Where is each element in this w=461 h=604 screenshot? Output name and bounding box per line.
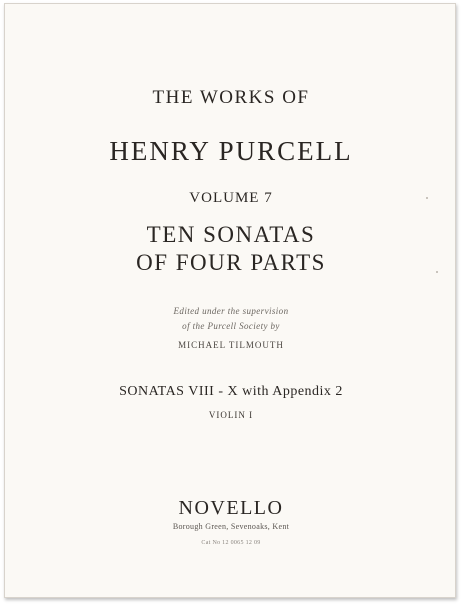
paper-speck [436,271,438,273]
editor-name: MICHAEL TILMOUTH [178,340,284,350]
publisher-address: Borough Green, Sevenoaks, Kent [172,522,290,531]
instrument-part: VIOLIN I [208,410,254,420]
contents-line: SONATAS VIII - X with Appendix 2 [119,384,343,399]
editorial-note-line-1: Edited under the supervision [173,306,289,316]
work-title-line-1: TEN SONATAS [146,222,316,247]
works-of-heading: THE WORKS OF [152,87,310,108]
work-title-line-2: OF FOUR PARTS [136,250,326,275]
title-page [4,3,456,598]
volume-number: VOLUME 7 [189,190,273,206]
composer-name: HENRY PURCELL [109,136,353,166]
publisher-name: NOVELLO [178,497,284,519]
paper-speck [426,197,428,199]
catalogue-number: Cat No 12 0065 12 09 [201,540,261,546]
editorial-note-line-2: of the Purcell Society by [182,321,280,331]
